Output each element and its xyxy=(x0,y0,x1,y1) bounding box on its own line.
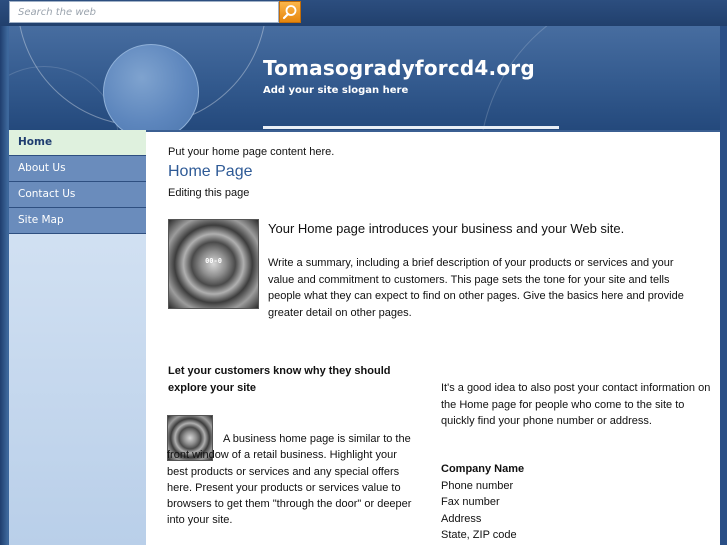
nav-item-home[interactable]: Home xyxy=(9,130,146,156)
main-content xyxy=(146,130,720,545)
summary-paragraph: Write a summary, including a brief description of your products or services and your value and commitment to customers. This page sets the tone for your site and tells people what they can expect to find on other pages. Give the basics here and provide greater detail on other pages. xyxy=(268,257,684,319)
feature-image xyxy=(168,219,259,309)
address: Address xyxy=(441,512,482,525)
site-header xyxy=(9,26,720,130)
magnifier-icon xyxy=(282,4,298,20)
editing-note: Editing this page xyxy=(168,187,250,199)
site-slogan: Add your site slogan here xyxy=(263,85,409,96)
section-heading: Your Home page introduces your business and your Web site. xyxy=(268,221,625,236)
header-decoration-circle xyxy=(103,44,199,130)
nav-item-site-map[interactable]: Site Map xyxy=(9,208,146,234)
sidebar-nav xyxy=(9,130,146,545)
phone-number: Phone number xyxy=(441,479,514,492)
page-title: Home Page xyxy=(168,163,253,180)
site-title: Tomasogradyforcd4.org xyxy=(263,56,535,80)
content-top-border xyxy=(146,130,720,132)
left-column-heading: Let your customers know why they should explore your site xyxy=(168,365,391,394)
page-background-right xyxy=(720,0,727,545)
nav-item-contact-us[interactable]: Contact Us xyxy=(9,182,146,208)
search-button[interactable] xyxy=(279,1,301,23)
company-name: Company Name xyxy=(441,463,525,475)
left-column-text: A business home page is similar to the front window of a retail business. Highlight your best products or services and any special offers here. Present your products or services value to browsers to get them "through the door" or deeper into your site. xyxy=(167,433,412,527)
left-column-body xyxy=(167,431,417,529)
search-bar xyxy=(0,0,727,26)
header-underline xyxy=(263,126,559,129)
nav-item-about-us[interactable]: About Us xyxy=(9,156,146,182)
search-input[interactable] xyxy=(9,1,279,23)
feature-image-label: 00-0 xyxy=(205,256,222,265)
state-zip: State, ZIP code xyxy=(441,529,517,541)
intro-text: Put your home page content here. xyxy=(168,146,335,158)
fax-number: Fax number xyxy=(441,496,500,508)
right-column-body: It's a good idea to also post your contact information on the Home page for people who come to the site to quickly find your phone number or address. xyxy=(441,382,711,427)
contact-block xyxy=(441,461,711,544)
